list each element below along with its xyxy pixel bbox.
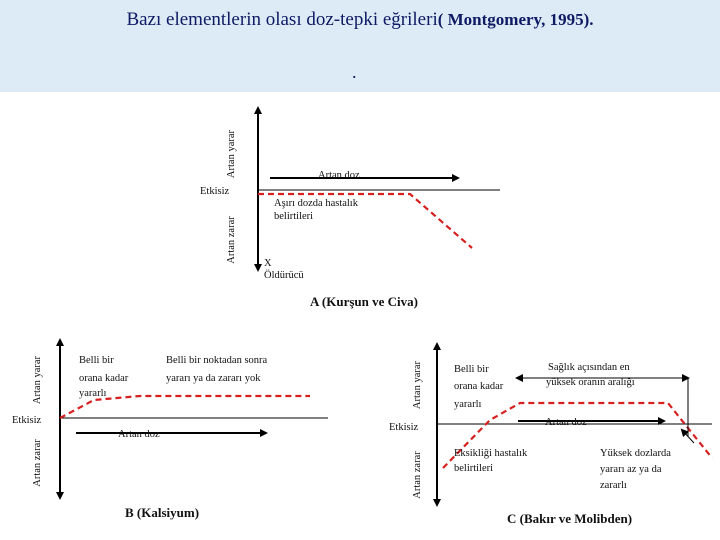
- panel-b-left-line1: Belli bir: [79, 355, 114, 366]
- panel-b: [12, 340, 328, 520]
- panel-c: [389, 344, 712, 526]
- panel-b-response-curve: [60, 396, 310, 418]
- panel-b-right-line2: yararı ya da zararı yok: [166, 373, 261, 384]
- panel-c-left-line3: yararlı: [454, 399, 482, 410]
- title-main: Bazı elementlerin olası doz-tepki eğrileri: [126, 9, 438, 30]
- panel-c-top-line1: Sağlık açısından en: [548, 362, 630, 373]
- title-reference: ( Montgomery, 1995).: [437, 10, 594, 29]
- panel-c-left-line2: orana kadar: [454, 381, 504, 392]
- panel-b-right-line1: Belli bir noktadan sonra: [166, 355, 268, 366]
- panel-c-high-line2: yararı az ya da: [600, 464, 662, 475]
- panel-c-high-line1: Yüksek dozlarda: [600, 448, 671, 459]
- panel-b-left-line3: yararlı: [79, 388, 107, 399]
- panel-a-note-line2: belirtileri: [274, 211, 314, 222]
- panel-c-high-line3: zararlı: [600, 480, 627, 491]
- panel-c-deficiency-line1: Eksikliği hastalık: [454, 448, 528, 459]
- panel-b-y-up-label: Artan yarar: [32, 355, 43, 405]
- panel-b-x-label: Artan doz: [118, 429, 160, 440]
- panel-a: [200, 108, 500, 309]
- panel-a-y-up-label: Artan yarar: [226, 129, 237, 179]
- panel-a-x-label: Artan doz: [318, 170, 360, 181]
- panel-c-caption: C (Bakır ve Molibden): [507, 511, 633, 526]
- panel-c-x-label: Artan doz: [545, 417, 587, 428]
- panel-a-etkisiz: Etkisiz: [200, 186, 230, 197]
- panel-a-lethal-label: Öldürücü: [264, 270, 304, 281]
- panel-b-y-down-label: Artan zarar: [32, 439, 43, 487]
- panel-c-left-line1: Belli bir: [454, 364, 489, 375]
- panel-a-caption: A (Kurşun ve Civa): [310, 294, 418, 309]
- panel-a-x-mark: X: [264, 258, 272, 269]
- panel-c-top-line2: yüksek oranın aralığı: [546, 377, 635, 388]
- subtitle-dot: .: [352, 62, 357, 82]
- panel-a-note-line1: Aşırı dozda hastalık: [274, 198, 358, 209]
- panel-b-left-line2: orana kadar: [79, 373, 129, 384]
- panel-b-etkisiz: Etkisiz: [12, 415, 42, 426]
- panel-a-y-down-label: Artan zarar: [226, 216, 237, 264]
- panel-c-deficiency-line2: belirtileri: [454, 463, 494, 474]
- panel-c-etkisiz: Etkisiz: [389, 422, 419, 433]
- panel-c-y-up-label: Artan yarar: [412, 360, 423, 410]
- panel-b-caption: B (Kalsiyum): [125, 505, 200, 520]
- panel-c-y-down-label: Artan zarar: [412, 451, 423, 499]
